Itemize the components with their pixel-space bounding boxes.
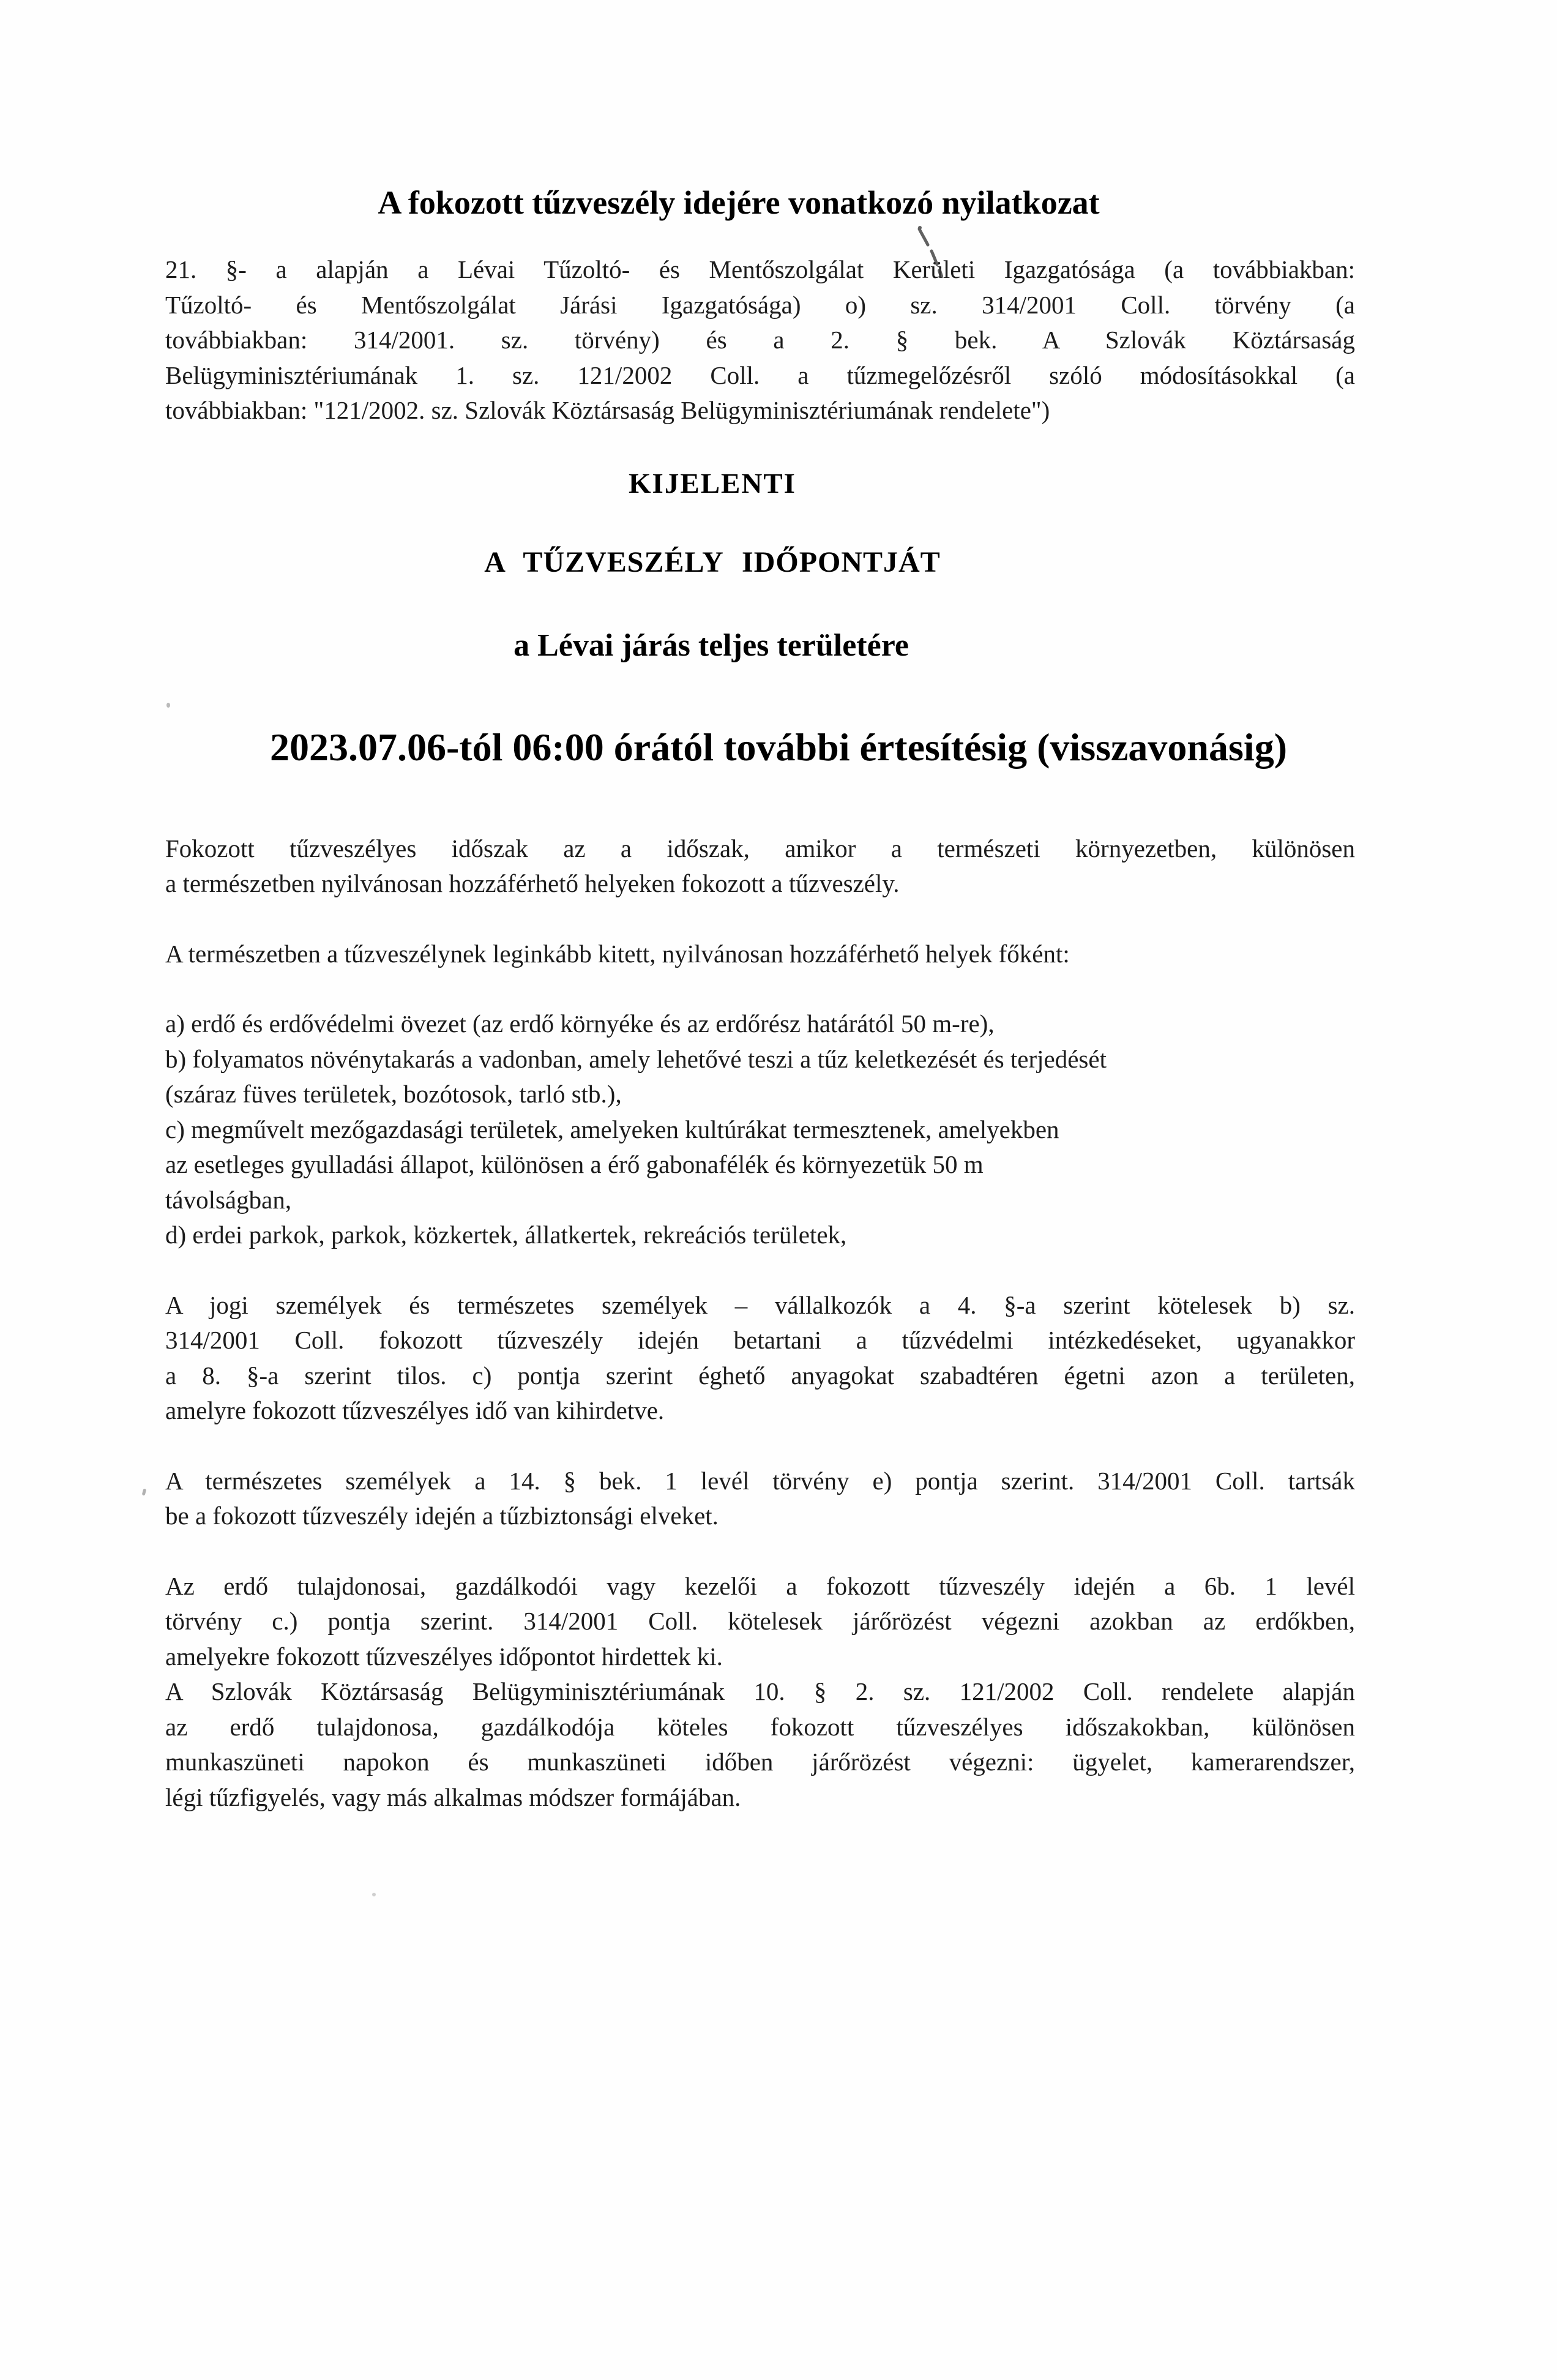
text-line: az erdő tulajdonosa, gazdálkodója köteles fokozott tűzveszélyes időszakokban, különösen xyxy=(165,1712,1355,1741)
text-line: munkaszüneti napokon és munkaszüneti időben járőrözést végezni: ügyelet, kamerarendszer, xyxy=(165,1748,1355,1776)
scan-speck xyxy=(372,1893,376,1896)
text-line: Belügyminisztériumának 1. sz. 121/2002 Coll. a tűzmegelőzésről szóló módosításokkal (a xyxy=(165,361,1355,389)
text-line: A Szlovák Köztársaság Belügyminisztériumának 10. § 2. sz. 121/2002 Coll. rendelete alapján xyxy=(165,1677,1355,1705)
heading-declare-word: KIJELENTI xyxy=(629,467,796,500)
text-line: A természetben a tűzveszélynek leginkább kitett, nyilvánosan hozzáférhető helyek főként: xyxy=(165,939,1070,968)
document-title: A fokozott tűzveszély idejére vonatkozó nyilatkozat xyxy=(378,184,1100,221)
text-line: Az erdő tulajdonosai, gazdálkodói vagy kezelői a fokozott tűzveszély idején a 6b. 1 levél xyxy=(165,1571,1355,1600)
scan-speck xyxy=(166,703,170,708)
text-line: 314/2001 Coll. fokozott tűzveszély idején betartani a tűzvédelmi intézkedéseket, ugyanakkor xyxy=(165,1326,1355,1354)
heading-area-line: a Lévai járás teljes területére xyxy=(513,627,909,663)
text-line: távolságban, xyxy=(165,1185,292,1214)
text-line: 21. §- a alapján a Lévai Tűzoltó- és Mentőszolgálat Kerületi Igazgatósága (a továbbiakban: xyxy=(165,255,1355,283)
paragraph-exposed-places-list xyxy=(165,1006,1355,1253)
text-line: továbbiakban: "121/2002. sz. Szlovák Köztársaság Belügyminisztériumának rendelete") xyxy=(165,396,1050,424)
heading-subject-line: A TŰZVESZÉLY IDŐPONTJÁT xyxy=(484,545,941,578)
paragraph-definition xyxy=(165,831,1355,902)
text-line: c) megművelt mezőgazdasági területek, amelyeken kultúrákat termesztenek, amelyekben xyxy=(165,1115,1059,1143)
heading-date-line: 2023.07.06-tól 06:00 órától további értesítésig (visszavonásig) xyxy=(269,725,1288,769)
text-line: légi tűzfigyelés, vagy más alkalmas módszer formájában. xyxy=(165,1783,741,1811)
text-line: Tűzoltó- és Mentőszolgálat Járási Igazgatósága) o) sz. 314/2001 Coll. törvény (a xyxy=(165,290,1355,319)
text-line: be a fokozott tűzveszély idején a tűzbiztonsági elveket. xyxy=(165,1502,719,1530)
text-line: (száraz füves területek, bozótosok, tarló stb.), xyxy=(165,1080,622,1108)
text-line: A jogi személyek és természetes személyek – vállalkozók a 4. §-a szerint kötelesek b) sz. xyxy=(165,1290,1355,1319)
handwritten-stray-mark-icon xyxy=(913,224,952,280)
text-line: a természetben nyilvánosan hozzáférhető helyeken fokozott a tűzveszély. xyxy=(165,869,900,897)
text-line: a) erdő és erdővédelmi övezet (az erdő környéke és az erdőrész határától 50 m-re), xyxy=(165,1009,995,1038)
paragraph-natural-persons-obligations xyxy=(165,1464,1355,1534)
text-line: amelyekre fokozott tűzveszélyes időpontot hirdettek ki. xyxy=(165,1642,723,1671)
text-line: továbbiakban: 314/2001. sz. törvény) és a 2. § bek. A Szlovák Köztársaság xyxy=(165,326,1355,354)
text-line: törvény c.) pontja szerint. 314/2001 Coll. kötelesek járőrözést végezni azokban az erdőkben, xyxy=(165,1607,1355,1635)
paragraph-forest-owners-obligations xyxy=(165,1569,1355,1816)
text-line: Fokozott tűzveszélyes időszak az a időszak, amikor a természeti környezetben, különösen xyxy=(165,834,1355,863)
text-line: az esetleges gyulladási állapot, különösen a érő gabonafélék és környezetük 50 m xyxy=(165,1150,984,1178)
text-line: a 8. §-a szerint tilos. c) pontja szerint éghető anyagokat szabadtéren égetni azon a területen, xyxy=(165,1361,1355,1390)
paragraph-legal-basis xyxy=(165,252,1355,428)
text-line: b) folyamatos növénytakarás a vadonban, amely lehetővé teszi a tűz keletkezését és terjedését xyxy=(165,1044,1107,1073)
text-line: A természetes személyek a 14. § bek. 1 levél törvény e) pontja szerint. 314/2001 Coll. tartsák xyxy=(165,1466,1355,1495)
paragraph-legal-entities-obligations xyxy=(165,1288,1355,1429)
text-line: d) erdei parkok, parkok, közkertek, állatkertek, rekreációs területek, xyxy=(165,1221,847,1249)
text-line: amelyre fokozott tűzveszélyes idő van kihirdetve. xyxy=(165,1396,665,1424)
paragraph-exposed-places-intro xyxy=(165,937,1355,972)
